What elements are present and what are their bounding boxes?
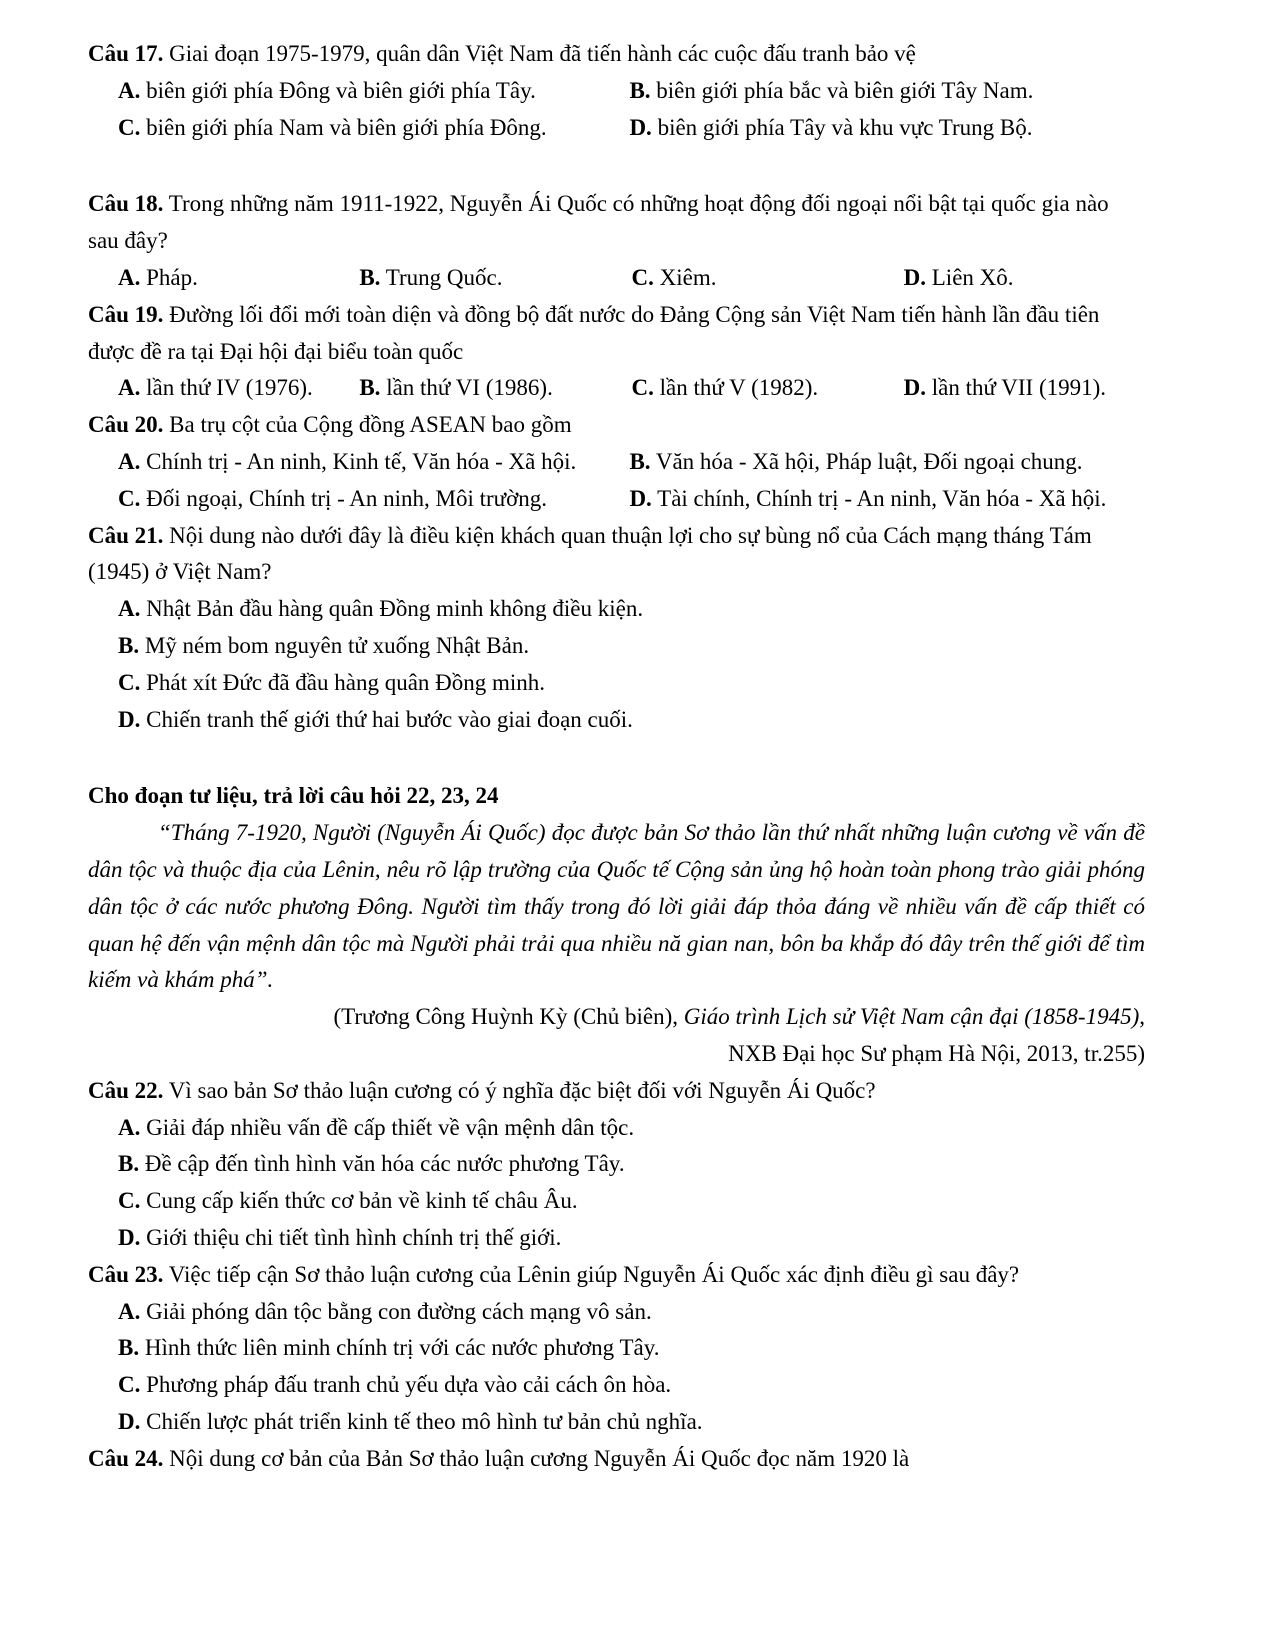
question-number-label: Câu 22. [88, 1077, 164, 1103]
options-group [88, 591, 1145, 738]
option-letter: B. [118, 1151, 140, 1177]
option-b: B. Đề cập đến tình hình văn hóa các nước phương Tây. [118, 1151, 625, 1177]
passage-section [88, 778, 1145, 1072]
option-c: C. biên giới phía Nam và biên giới phía Đông. [118, 114, 547, 140]
option-b: B. lần thứ VI (1986). [359, 375, 553, 401]
question-stem: Câu 17. Giai đoạn 1975-1979, quân dân Việt Nam đã tiến hành các cuộc đấu tranh bảo vệ [88, 41, 916, 66]
option-d: D. Giới thiệu chi tiết tình hình chính trị thế giới. [118, 1224, 562, 1250]
option-letter: B. [629, 448, 651, 474]
option-b: B. Hình thức liên minh chính trị với các nước phương Tây. [118, 1335, 660, 1361]
option-letter: D. [903, 375, 926, 401]
option-c: C. Phát xít Đức đã đầu hàng quân Đồng minh. [118, 669, 546, 695]
question-stem: Câu 22. Vì sao bản Sơ thảo luận cương có ý nghĩa đặc biệt đối với Nguyễn Ái Quốc? [88, 1077, 876, 1103]
options-group [88, 444, 1145, 518]
passage-quote: “Tháng 7-1920, Người (Nguyễn Ái Quốc) đọc được bản Sơ thảo lần thứ nhất những luận cương về vấn đề dân tộc và thuộc địa của Lênin, nêu rõ lập trường của Quốc tế Cộng sản ủng hộ hoàn toàn phong trào giải phóng dân tộc ở các nước phương Đông. Người tìm thấy trong đó lời giải đáp thỏa đáng về nhiều vấn đề cấp thiết có quan hệ đến vận mệnh dân tộc mà Người phải trải qua nhiều nă gian nan, bôn ba khắp đó đây trên thế giới để tìm kiếm và khám phá”. [88, 820, 1145, 993]
option-letter: D. [629, 485, 652, 511]
questions-bottom-section [88, 1073, 1145, 1478]
question-19 [88, 297, 1145, 407]
option-a: A. Giải phóng dân tộc bằng con đường cách mạng vô sản. [118, 1298, 652, 1324]
question-stem: Câu 21. Nội dung nào dưới đây là điều kiện khách quan thuận lợi cho sự bùng nổ của Cách mạng tháng Tám (1945) ở Việt Nam? [88, 522, 1092, 585]
option-a: A. Chính trị - An ninh, Kinh tế, Văn hóa - Xã hội. [118, 448, 577, 474]
citation-line-2: NXB Đại học Sư phạm Hà Nội, 2013, tr.255) [728, 1040, 1145, 1066]
option-d: D. biên giới phía Tây và khu vực Trung Bộ. [629, 114, 1033, 140]
options-group [88, 1110, 1145, 1257]
option-letter: C. [631, 375, 654, 401]
option-letter: A. [118, 264, 141, 290]
citation-prefix: (Trương Công Huỳnh Kỳ (Chủ biên), [333, 1004, 684, 1030]
passage-header: Cho đoạn tư liệu, trả lời câu hỏi 22, 23, 24 [88, 783, 499, 809]
citation-suffix: , [1139, 1004, 1145, 1030]
question-23 [88, 1257, 1145, 1441]
option-letter: A. [118, 375, 141, 401]
question-21 [88, 518, 1145, 739]
question-stem: Câu 19. Đường lối đổi mới toàn diện và đồng bộ đất nước do Đảng Cộng sản Việt Nam tiến hành lần đầu tiên được đề ra tại Đại hội đại biểu toàn quốc [88, 301, 1100, 364]
option-letter: D. [118, 1408, 141, 1434]
option-d: D. Chiến tranh thế giới thứ hai bước vào giai đoạn cuối. [118, 706, 633, 732]
option-c: C. lần thứ V (1982). [631, 375, 819, 401]
question-stem: Câu 20. Ba trụ cột của Cộng đồng ASEAN bao gồm [88, 412, 572, 438]
option-c: C. Xiêm. [631, 264, 717, 290]
option-b: B. biên giới phía bắc và biên giới Tây Nam. [629, 77, 1034, 103]
question-stem: Câu 24. Nội dung cơ bản của Bản Sơ thảo luận cương Nguyễn Ái Quốc đọc năm 1920 là [88, 1445, 910, 1471]
option-letter: B. [359, 264, 381, 290]
option-d: D. Liên Xô. [903, 264, 1014, 290]
question-number-label: Câu 21. [88, 522, 164, 548]
option-letter: B. [359, 375, 381, 401]
question-22 [88, 1073, 1145, 1257]
option-a: A. Nhật Bản đầu hàng quân Đồng minh không điều kiện. [118, 596, 644, 622]
options-group [88, 1294, 1145, 1441]
question-17 [88, 36, 1145, 146]
question-number-label: Câu 23. [88, 1261, 164, 1287]
option-b: B. Văn hóa - Xã hội, Pháp luật, Đối ngoại chung. [629, 448, 1083, 474]
options-group [88, 73, 1145, 147]
option-letter: C. [118, 114, 141, 140]
question-number-label: Câu 19. [88, 301, 164, 327]
option-letter: D. [118, 706, 141, 732]
option-letter: D. [629, 114, 652, 140]
option-letter: A. [118, 448, 141, 474]
option-a: A. Giải đáp nhiều vấn đề cấp thiết về vận mệnh dân tộc. [118, 1114, 635, 1140]
question-number-label: Câu 24. [88, 1445, 164, 1471]
question-stem: Câu 23. Việc tiếp cận Sơ thảo luận cương của Lênin giúp Nguyễn Ái Quốc xác định điều gì sau đây? [88, 1261, 1020, 1287]
option-c: C. Phương pháp đấu tranh chủ yếu dựa vào cải cách ôn hòa. [118, 1372, 672, 1398]
option-letter: A. [118, 1114, 141, 1140]
question-number-label: Câu 20. [88, 412, 164, 438]
option-a: A. biên giới phía Đông và biên giới phía Tây. [118, 77, 536, 103]
options-group [88, 260, 1145, 297]
question-18 [88, 186, 1145, 296]
option-letter: B. [629, 77, 651, 103]
question-24 [88, 1441, 1145, 1478]
option-b: B. Mỹ ném bom nguyên tử xuống Nhật Bản. [118, 632, 530, 658]
option-letter: A. [118, 77, 141, 103]
option-letter: C. [631, 264, 654, 290]
option-letter: C. [118, 1372, 141, 1398]
option-letter: C. [118, 1188, 141, 1214]
options-group [88, 370, 1145, 407]
option-a: A. Pháp. [118, 264, 198, 290]
option-a: A. lần thứ IV (1976). [118, 375, 313, 401]
question-number-label: Câu 18. [88, 191, 164, 217]
citation-book-title: Giáo trình Lịch sử Việt Nam cận đại (1858-1945) [683, 1004, 1140, 1030]
option-letter: B. [118, 1335, 140, 1361]
question-20 [88, 407, 1145, 517]
option-letter: D. [903, 264, 926, 290]
option-letter: B. [118, 632, 140, 658]
option-d: D. Chiến lược phát triển kinh tế theo mô hình tư bản chủ nghĩa. [118, 1408, 703, 1434]
option-letter: A. [118, 596, 141, 622]
option-c: C. Đối ngoại, Chính trị - An ninh, Môi trường. [118, 485, 548, 511]
option-letter: D. [118, 1224, 141, 1250]
question-stem: Câu 18. Trong những năm 1911-1922, Nguyễn Ái Quốc có những hoạt động đối ngoại nổi bật tại quốc gia nào sau đây? [88, 191, 1109, 254]
option-c: C. Cung cấp kiến thức cơ bản về kinh tế châu Âu. [118, 1188, 578, 1214]
citation-line-1 [88, 999, 1145, 1036]
question-number-label: Câu 17. [88, 41, 164, 66]
option-letter: C. [118, 485, 141, 511]
option-letter: A. [118, 1298, 141, 1324]
option-d: D. lần thứ VII (1991). [903, 375, 1107, 401]
option-d: D. Tài chính, Chính trị - An ninh, Văn hóa - Xã hội. [629, 485, 1107, 511]
option-letter: C. [118, 669, 141, 695]
questions-top-section [88, 36, 1145, 738]
option-b: B. Trung Quốc. [359, 264, 503, 290]
